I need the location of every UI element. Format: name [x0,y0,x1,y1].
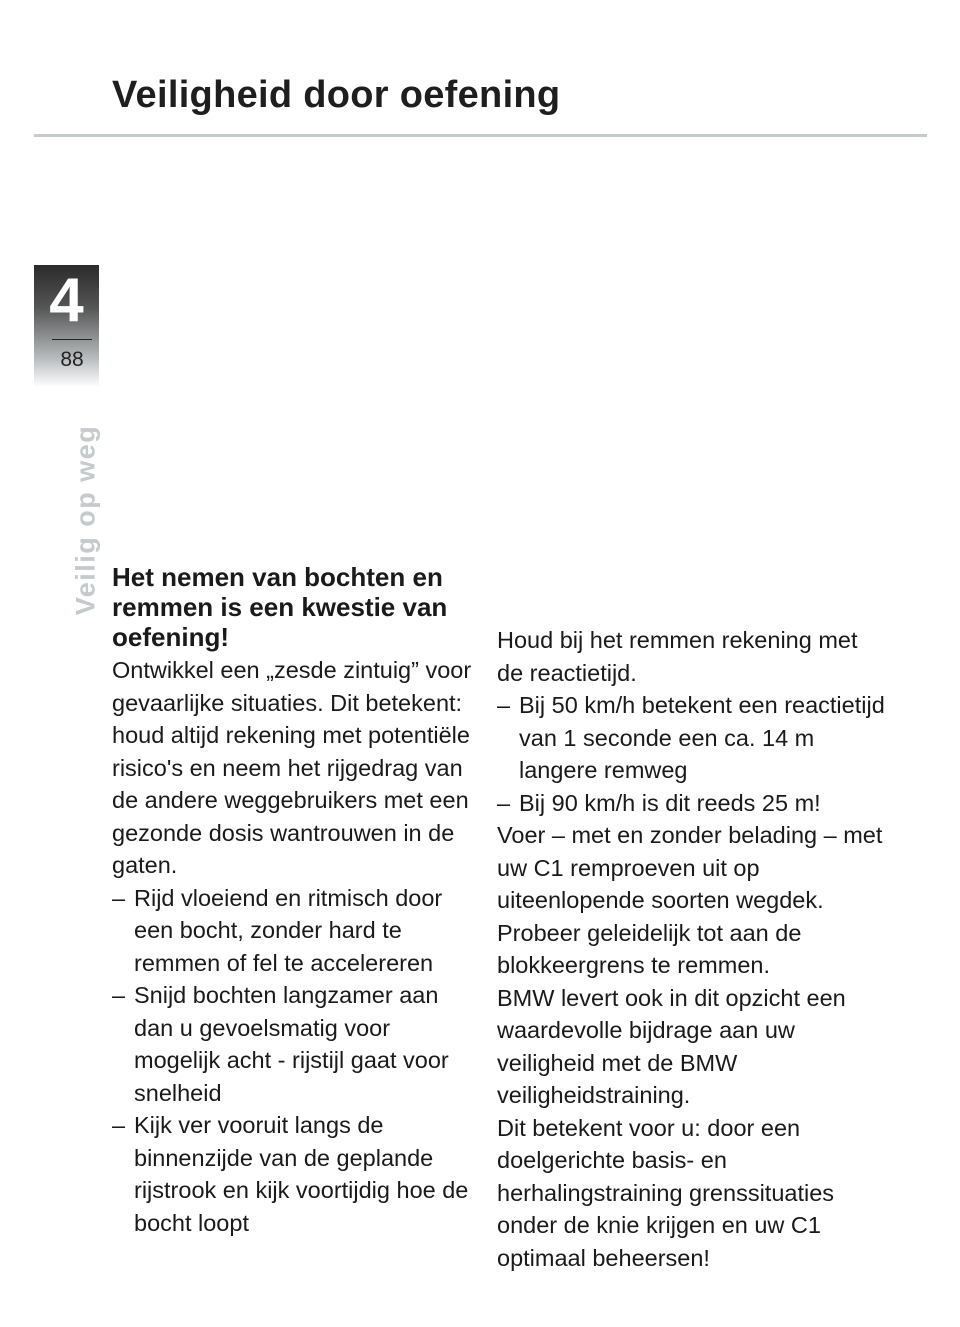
page-title: Veiligheid door oefening [112,74,561,116]
training-paragraph: BMW levert ook in dit opzicht een waardevolle bijdrage aan uw veiligheid met de BMW veiligheidstraining. [497,984,846,1108]
tips-list [112,882,482,1240]
chapter-number: 4 [49,266,84,335]
list-item: – Rijd vloeiend en ritmisch door een bocht, zonder hard te remmen of fel te accelereren [112,882,482,980]
conclusion-paragraph: Dit betekent voor u: door een doelgerichte basis- en herhalingstraining grenssituaties onder de knie krijgen en uw C1 optimaal beheersen! [497,1114,835,1271]
intro-paragraph: Ontwikkel een „zesde zintuig” voor gevaarlijke situaties. Dit betekent: houd altijd rekening met potentiële risico's en neem het rijgedrag van de andere weggebruikers met een gezonde dosis wantrouwen in de gaten. [112,657,472,878]
list-item: – Snijd bochten langzamer aan dan u gevoelsmatig voor mogelijk acht - rijstijl gaat voor snelheid [112,979,482,1109]
braking-intro: Houd bij het remmen rekening met de reactietijd. [497,627,858,686]
list-item: – Kijk ver vooruit langs de binnenzijde van de geplande rijstrook en kijk voortijdig hoe de bocht loopt [112,1109,482,1239]
right-column [497,624,887,1274]
title-divider [34,134,927,137]
chapter-divider [52,339,92,340]
page-number: 88 [60,348,84,371]
section-label: Veilig op weg [70,424,101,616]
section-heading: Het nemen van bochten en remmen is een kwestie van oefening! [112,562,448,652]
left-column [112,562,482,1239]
braking-test-paragraph: Voer – met en zonder belading – met uw C1 remproeven uit op uiteenlopende soorten wegdek. Probeer geleidelijk tot aan de blokkeergrens te remmen. [497,822,883,978]
list-item: – Bij 90 km/h is dit reeds 25 m! [497,787,887,820]
list-item: – Bij 50 km/h betekent een reactietijd van 1 seconde een ca. 14 m langere remweg [497,689,887,787]
braking-list [497,689,887,819]
